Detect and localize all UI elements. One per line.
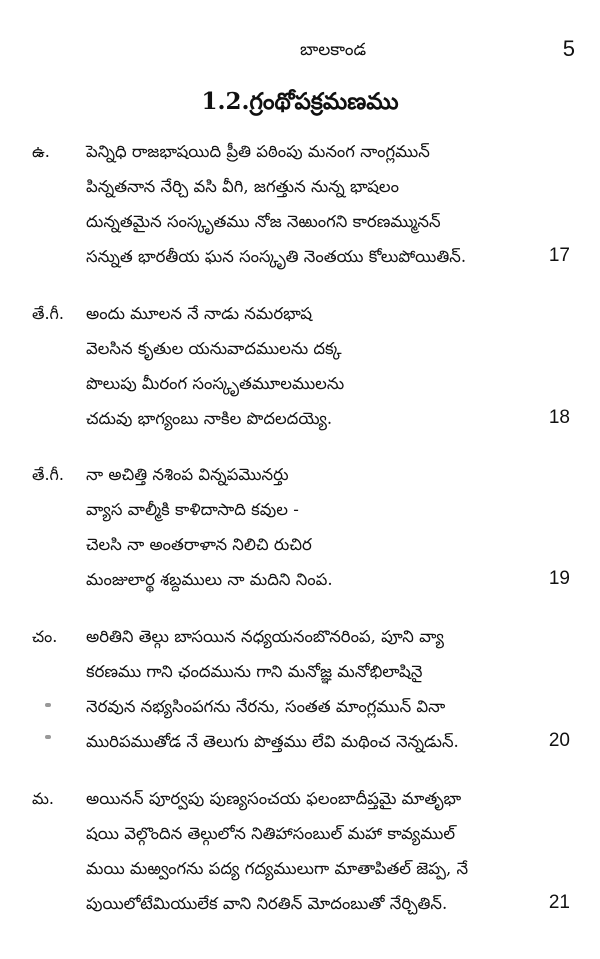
verse-line: పెన్నిధి రాజభాషయిది ప్రీతి పఠింపు మనంగ నాంగ్లమున్ xyxy=(86,142,430,161)
verse-line: షయి వెల్గొందిన తెల్గులోన నితిహాసంబుల్ మహా కావ్యముల్ xyxy=(86,824,456,843)
stanza-meter: ఉ. xyxy=(32,142,50,161)
verse-line: అయినన్ పూర్వపు పుణ్యసంచయ ఫలంబాదీప్తమై మాతృభా xyxy=(86,789,462,808)
verse-line: దున్నతమైన సంస్కృతము నోజ నెఱుంగని కారణమ్మునన్ xyxy=(86,212,441,231)
verse-line: చెలసి నా అంతరాళాన నిలిచి రుచిర xyxy=(86,535,312,554)
verse-line: నా అచిత్తి నశింప విన్నపమొనర్తు xyxy=(86,465,289,484)
verse-line: పొలుపు మీరంగ సంస్కృతమూలములను xyxy=(86,374,345,393)
verse-number: 19 xyxy=(548,568,570,589)
verse-line: మురిపముతోడ నే తెలుగు పొత్తము లేవి మథించ నెన్నడున్. xyxy=(86,732,459,751)
verse-line: మయి మఱ్వంగను పద్య గద్యములుగా మాతాపితల్ జెప్ప, నే xyxy=(86,859,469,878)
verse-line: పుయిలోటేమియులేక వాని నిరతిన్ మోదంబుతో నేర్చితిన్. xyxy=(86,894,448,913)
stanza-meter: తే.గీ. xyxy=(32,465,64,484)
stanza-meter: తే.గీ. xyxy=(32,304,64,323)
chapter-title: 1.2.గ్రంథోపక్రమణము xyxy=(201,88,399,115)
page-number: 5 xyxy=(562,36,575,61)
running-title: బాలకాండ xyxy=(300,40,367,60)
stanza-meter: మ. xyxy=(32,789,55,808)
verse-line: చదువు భాగ్యంబు నాకిల పొదలదయ్యె. xyxy=(86,409,333,428)
verse-number: 17 xyxy=(548,245,570,266)
verse-line: మంజులార్థ శబ్దములు నా మదిని నింప. xyxy=(86,570,333,589)
verse-number: 18 xyxy=(548,407,570,428)
verse-number: 20 xyxy=(548,730,570,751)
verse-line: అందు మూలన నే నాడు నమరభాష xyxy=(86,304,313,323)
running-head xyxy=(0,36,600,64)
verse-line: నెరవున నభ్యసింపగను నేరను, సంతత మాంగ్లమున్ వినా xyxy=(86,697,446,716)
print-speck xyxy=(45,703,51,707)
print-speck xyxy=(45,735,51,739)
stanza-meter: చం. xyxy=(32,627,58,646)
verse-line: అరితిని తెల్గు బాసయిన నధ్యయనంబొనరింప, పూని వ్యా xyxy=(86,627,444,646)
verse-line: కరణము గాని ఛందమును గాని మనోజ్ఞ మనోభిలాషినై xyxy=(86,662,423,681)
verse-line: వెలసిన కృతుల యనువాదములను దక్క xyxy=(86,339,342,358)
verse-line: సన్నుత భారతీయ ఘన సంస్కృతి నెంతయు కోలుపోయితిన్. xyxy=(86,247,467,266)
verse-number: 21 xyxy=(548,892,570,913)
verse-line: వ్యాస వాల్మీకి కాళిదాసాది కవుల - xyxy=(86,500,299,519)
verse-line: పిన్నతనాన నేర్చి వసి వీగి, జగత్తున నున్న భాషలం xyxy=(86,177,399,196)
